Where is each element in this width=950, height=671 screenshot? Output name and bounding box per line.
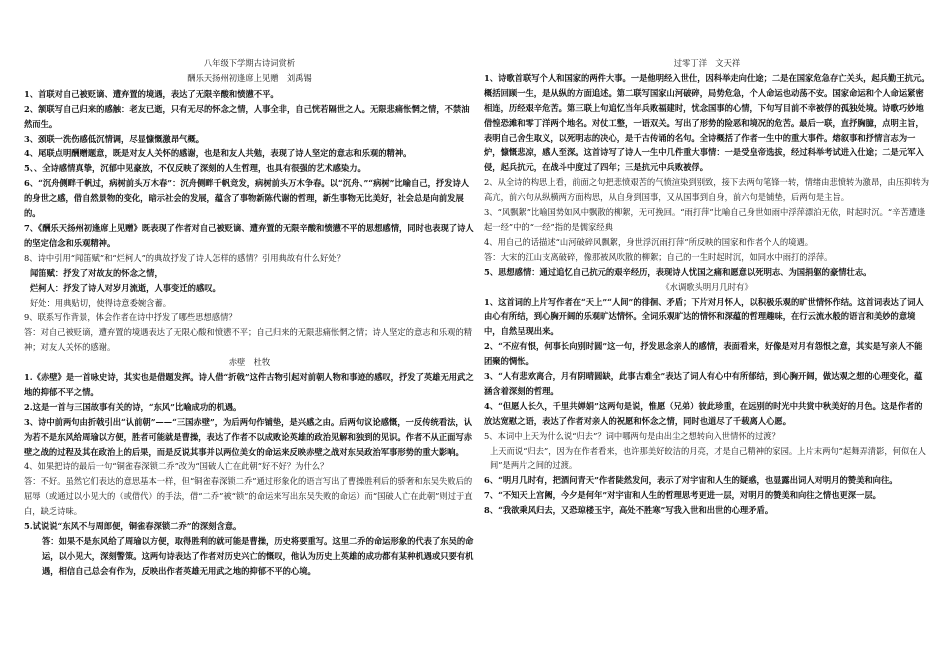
question-line: 4、如果把诗的最后一句“铜雀春深锁二乔”改为“国破人亡在此朝”好不好？为什么？ bbox=[24, 461, 329, 472]
note-line: 2、颔联写自己归来的感触：老友已逝，只有无尽的怀念之情，人事全非，自己恍若隔世之人。无限悲痛怅惘之情，不禁油然而生。 bbox=[24, 103, 470, 129]
poem4-title: 《水调歌头明月几时有》 bbox=[661, 281, 753, 292]
note-line: 1、这首词的上片写作者在“天上”“人间”的徘徊、矛盾；下片对月怀人，以积极乐观的旷世情怀作结。这首词表达了词人由心有所结，到心胸开阔的乐观旷达情怀。全词乐观旷达的情怀和深蕴的哲理趣味，在行云流水般的语言和美妙的意境中，自然呈现出来。 bbox=[484, 296, 924, 337]
poem1-title: 酬乐天扬州初逢席上见赠 刘禹锡 bbox=[187, 72, 312, 83]
question-line: 5、本词中上天为什么说“归去”？词中哪两句是由出尘之想转向入世情怀的过渡？ bbox=[484, 430, 780, 441]
poem2-title: 赤壁 杜牧 bbox=[228, 357, 271, 368]
note-line: 4、“但愿人长久，千里共婵娟”这两句是说，惟愿（兄弟）彼此珍重，在远别的时光中共赏中秋美好的月色。这是作者的放达宽慰之语，表达了作者对亲人的祝愿和怀念之情，同时也道尽了千载离人心愿。 bbox=[484, 400, 923, 426]
question-line: 9、联系写作背景，体会作者在诗中抒发了哪些思想感情？ bbox=[24, 312, 237, 323]
answer-line: 好处：用典贴切，使得诗意委婉含蓄。 bbox=[30, 297, 172, 308]
note-line: 3、“人有悲欢离合，月有阴晴圆缺，此事古难全”表达了词人有心中有所郁结，到心胸开阔，做达观之想的心理变化，蕴涵含着深刻的哲理。 bbox=[484, 371, 923, 396]
answer-line: 答：不好。虽然它们表达的意思基本一样，但“铜雀春深锁二乔”通过形象化的语言写出了曹操胜利后的骄奢和东吴失败后的屈辱（或通过以小见大的（或借代）的手法，借“二乔”被“锁”的命运来写出东吴失败的命运）而“国破人亡在此朝”则过于直白，缺乏诗味。 bbox=[24, 476, 473, 517]
answer-line: 上天而说“归去”，因为在作者看来，也许那美好皎洁的月亮，才是自己精神的家园。上片末两句“起舞弄清影，何似在人间”是两片之间的过渡。 bbox=[490, 445, 926, 471]
note-line: 6、“明月几时有，把酒问青天”作者陡然发问，表示了对宇宙和人生的疑惑，也显露出词人对明月的赞美和向往。 bbox=[484, 475, 898, 486]
note-line: 7、“不知天上宫阙，今夕是何年”对宇宙和人生的哲理思考更进一层，对明月的赞美和向往之情也更深一层。 bbox=[484, 490, 881, 501]
note-line: 2.这是一首与三国故事有关的诗，“东风”比喻成功的机遇。 bbox=[24, 401, 242, 412]
left-column bbox=[24, 56, 475, 579]
right-column bbox=[484, 56, 930, 518]
note-line: 5、思想感情：通过追忆自己抗元的艰辛经历，表现诗人忧国之痛和愿意以死明志、为国捐躯的豪情壮志。 bbox=[484, 266, 872, 277]
note-line: 2、从全诗的构思上看，前面之句把悲愤艰苦的气愤渲染到别致，接下去两句笔锋一转，情绪由悲愤转为激昂，由压抑转为高亢，前六句从纵横两方面构思，从自身到国事，又从国事到自身，前六句是铺垫，后两句是主旨。 bbox=[484, 177, 930, 203]
note-line: 4、尾联点明酬赠题意，既是对友人关怀的感谢，也是和友人共勉，表现了诗人坚定的意志和乐观的精神。 bbox=[24, 148, 412, 159]
note-line: 8、“我欲乘风归去，又恐琼楼玉宇，高处不胜寒”写我入世和出世的心理矛盾。 bbox=[484, 505, 774, 516]
note-line: 2、“不应有恨，何事长向别时圆”这一句，抒发思念亲人的感情，表面看来，好像是对月有怨恨之意，其实是写亲人不能团聚的惆怅。 bbox=[484, 341, 923, 367]
note-line: 1、首联对自己被贬谪、遭弃置的境遇，表达了无限辛酸和愤懑不平。 bbox=[24, 88, 279, 99]
note-line: 1、诗歌首联写个人和国家的两件大事。一是他明经入世仕，因科举走向仕途；二是在国家危急存亡关头，起兵勤王抗元。概括回顾一生，是从纵的方面追述。第二联写国家山河破碎，局势危急，个人命运也动荡不安。国家命运和个人命运紧密相连，历经艰辛危苦。第三联上句追忆当年兵败福建时，忧念国事的心情，下句写目前不幸被俘的孤独处境。诗歌巧妙地借惶恐滩和零丁洋两个地名。对仗工整，一语双关。写出了形势的险恶和境况的危苦。最后一联，直抒胸臆，点明主旨，表明自己舍生取义，以死明志的决心，是千古传诵的名句。全诗概括了作者一生中的重大事件。熔叙事和抒情言志为一炉，慷慨悲凉，感人至深。这首诗写了诗人一生中几件重大事情：一是受皇帝选拔，经过科举考试进入仕途；二是元军入侵，起兵抗元，在战斗中度过了四年；三是抗元中兵败被俘。 bbox=[484, 72, 930, 173]
note-line: 7、《酬乐天扬州初逢席上见赠》既表现了作者对自己被贬谪、遭弃置的无限辛酸和愤懑不平的思想感情，同时也表现了诗人的坚定信念和乐观精神。 bbox=[24, 222, 474, 248]
note-line: 3、“风飘絮”比喻国势如风中飘散的柳絮，无可挽回。“雨打萍”比喻自己身世如雨中浮萍漂泊无依，时起时沉。“辛苦遭逢起一经”中的“一经”指的是儒家经典 bbox=[484, 207, 926, 232]
answer-line: 答：对自己被贬谪，遭弃置的境遇表达了无限心酸和愤懑不平；自己归来的无限悲痛怅惘之情；诗人坚定的意志和乐观的精神；对友人关怀的感谢。 bbox=[24, 327, 473, 353]
note-line: 5、、全诗感情真挚，沉郁中见豪放，不仅反映了深刻的人生哲理，也具有很强的艺术感染力。 bbox=[24, 163, 366, 174]
poem4-notes bbox=[484, 295, 930, 519]
poem2-notes bbox=[24, 370, 475, 579]
note-line: 3、颈联一洗伤感低沉情调，尽显慷慨激昂气概。 bbox=[24, 133, 205, 144]
question-line: 8、诗中引用“闻笛赋”和“烂柯人”的典故抒发了诗人怎样的感情？引用典故有什么好处？ bbox=[24, 252, 345, 263]
question-line: 4、用自己的话描述“山河破碎风飘絮，身世浮沉雨打萍”所反映的国家和作者个人的境遇。 bbox=[484, 236, 814, 247]
note-line: 3、诗中前两句由折戟引出“认前朝”——“三国赤壁”，为后两句作铺垫，是兴感之由。后两句议论感慨，一反传统看法，认为若不是东风给周瑜以方便，胜者可能就是曹操，表达了作者不以成败论英雄的政治见解和独到的见识。作者不从正面写赤壁之战的过程及其在政治上的后果，而是反说其事并以两位美女的命运来反映赤壁之战对东吴政治军事形势的重大影响。 bbox=[24, 416, 473, 457]
answer-line: 答：大宋的江山支离破碎，像那被风吹散的柳絮；自己的一生时起时沉，如同水中雨打的浮萍。 bbox=[484, 251, 833, 262]
poem1-notes bbox=[24, 87, 475, 355]
page-title: 八年级下学期古诗词赏析 bbox=[203, 58, 296, 68]
note-line: 1.《赤壁》是一首咏史诗，其实也是借题发挥。诗人借“折戟”这件古物引起对前朝人物和事迹的感叹，抒发了英雄无用武之地的抑郁不平之情。 bbox=[24, 372, 474, 397]
poem3-notes bbox=[484, 71, 930, 280]
answer-line: 闻笛赋：抒发了对故友的怀念之情， bbox=[30, 267, 163, 278]
poem3-title: 过零丁洋 文天祥 bbox=[673, 58, 741, 68]
answer-line: 烂柯人：抒发了诗人对岁月流逝，人事变迁的感叹。 bbox=[30, 282, 221, 293]
question-line: 5.试说说“东风不与周郎便，铜雀春深锁二乔”的深刻含意。 bbox=[24, 521, 242, 532]
answer-line: 答：如果不是东风给了周瑜以方便，取得胜利的就可能是曹操，历史将要重写。这里二乔的命运形象的代表了东吴的命运，以小见大，深刻警策。这两句诗表达了作者对历史兴亡的慨叹，他认为历史上英雄的成功都有某种机遇或只要有机遇，相信自己总会有作为，反映出作者英雄无用武之地的抑郁不平的心境。 bbox=[42, 536, 474, 576]
note-line: 6、“沉舟侧畔千帆过，病树前头万木春”：沉舟侧畔千帆竞发，病树前头万木争春。以“沉舟、”“病树”比喻自己，抒发诗人的身世之感，借自然景物的变化，暗示社会的发展，蕴含了事物新陈代谢的哲理，新生事物无比美好，社会总是向前发展的。 bbox=[24, 178, 470, 219]
